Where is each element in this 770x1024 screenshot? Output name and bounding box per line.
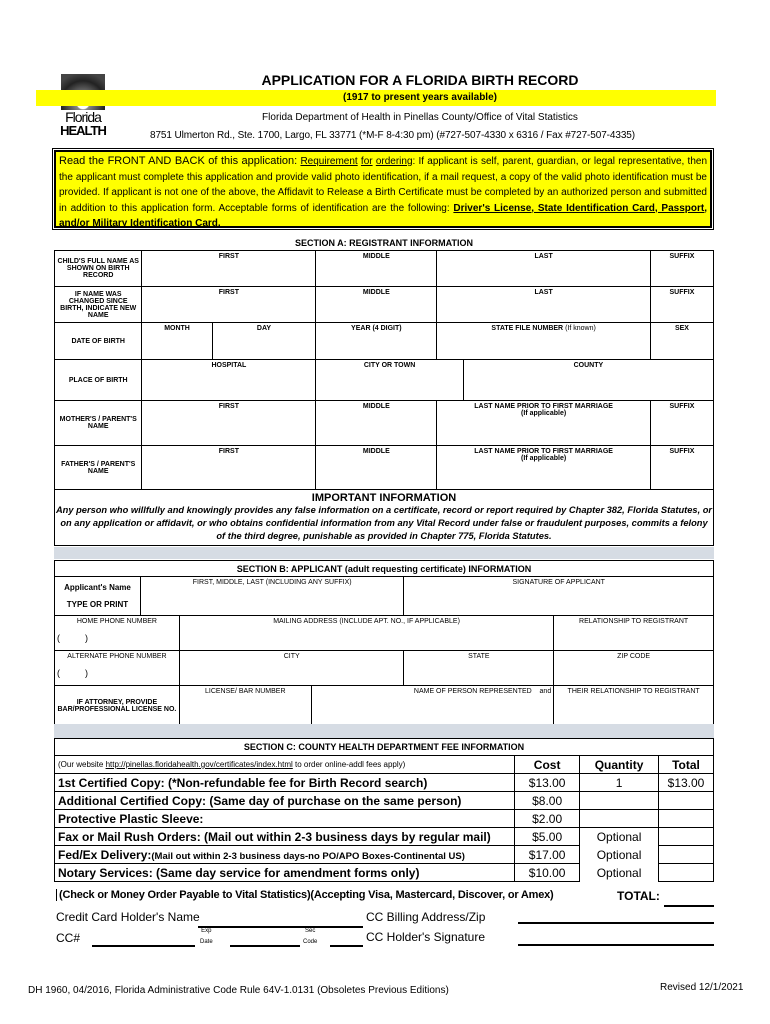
- state-file-number-field[interactable]: [437, 323, 651, 360]
- zip-field[interactable]: ZIP CODE: [554, 651, 714, 686]
- department-name: Florida Department of Health in Pinellas County/Office of Vital Statistics: [262, 112, 578, 123]
- fedex-bold: Fed/Ex Delivery:: [58, 847, 152, 862]
- cc-number-field[interactable]: [92, 945, 195, 947]
- applicant-name-label: [55, 577, 141, 616]
- section-c-title: SECTION C: COUNTY HEALTH DEPARTMENT FEE INFORMATION: [54, 738, 714, 755]
- section-a-title: SECTION A: REGISTRANT INFORMATION: [295, 238, 473, 248]
- fee-qty[interactable]: [580, 810, 659, 828]
- logo-text-health: HEALTH: [60, 123, 106, 138]
- col-total: Total: [659, 756, 714, 774]
- notice-id-list: Driver's License, State Identification Card, Passport, and/or Military Identification Card.: [59, 202, 707, 229]
- pob-county-field[interactable]: COUNTY: [463, 360, 713, 401]
- fee-cost: $2.00: [515, 810, 580, 828]
- notice-req-2: for: [360, 156, 373, 167]
- mother-last-note: (If applicable): [521, 410, 567, 417]
- logo-text-florida: Florida: [65, 109, 101, 125]
- changed-middle-field[interactable]: MIDDLE: [316, 287, 437, 323]
- applicant-table: [54, 560, 714, 726]
- mother-middle-field[interactable]: MIDDLE: [316, 401, 437, 446]
- child-middle-field[interactable]: MIDDLE: [316, 251, 437, 287]
- father-name-label: FATHER'S / PARENT'S NAME: [55, 446, 142, 490]
- cc-billing-field[interactable]: [518, 922, 714, 924]
- alt-phone-paren: ( ): [57, 668, 88, 678]
- website-note: [55, 756, 515, 774]
- fee-row: [55, 864, 714, 882]
- pob-hospital-field[interactable]: HOSPITAL: [142, 360, 316, 401]
- payment-note: (Check or Money Order Payable to Vital Statistics)(Accepting Visa, Mastercard, Discover, or Amex): [56, 889, 554, 901]
- dob-year-field[interactable]: YEAR (4 DIGIT): [316, 323, 437, 360]
- registrant-table: [54, 250, 714, 490]
- license-number-field[interactable]: LICENSE/ BAR NUMBER: [179, 686, 311, 726]
- mother-last-field[interactable]: [437, 401, 651, 446]
- home-phone-paren: ( ): [57, 633, 88, 643]
- father-last-note: (If applicable): [521, 455, 567, 462]
- fee-cost: $17.00: [515, 846, 580, 864]
- fee-desc: 1st Certified Copy: (*Non-refundable fee for Birth Record search): [55, 774, 515, 792]
- fee-desc: Notary Services: (Same day service for amendment forms only): [55, 864, 515, 882]
- home-phone-label: HOME PHONE NUMBER: [76, 618, 157, 625]
- fee-table: [54, 755, 714, 882]
- fee-qty[interactable]: 1: [580, 774, 659, 792]
- alt-phone-field[interactable]: [55, 651, 180, 686]
- state-field[interactable]: STATE: [404, 651, 554, 686]
- dob-label: DATE OF BIRTH: [55, 323, 142, 360]
- fee-total[interactable]: [659, 792, 714, 810]
- grand-total-field[interactable]: [664, 905, 714, 907]
- fee-cost: $8.00: [515, 792, 580, 810]
- state-file-note: (If known): [565, 325, 596, 332]
- fee-desc: Protective Plastic Sleeve:: [55, 810, 515, 828]
- cc-name-field[interactable]: [198, 926, 363, 928]
- father-last-field[interactable]: [437, 446, 651, 490]
- code-text: Code: [303, 939, 318, 945]
- changed-suffix-field[interactable]: SUFFIX: [650, 287, 713, 323]
- changed-last-field[interactable]: LAST: [437, 287, 651, 323]
- office-address: 8751 Ulmerton Rd., Ste. 1700, Largo, FL 33771 (*M-F 8-4:30 pm) (#727-507-4330 x 6316 / Fax #727-507-4335): [150, 130, 635, 141]
- sec-code-label: [303, 926, 317, 948]
- dob-day-field[interactable]: DAY: [212, 323, 316, 360]
- child-first-field[interactable]: FIRST: [142, 251, 316, 287]
- fee-total[interactable]: $13.00: [659, 774, 714, 792]
- fee-total[interactable]: [659, 810, 714, 828]
- sec-code-field[interactable]: [330, 945, 363, 947]
- fee-desc: Additional Certified Copy: (Same day of purchase on the same person): [55, 792, 515, 810]
- fee-total[interactable]: [659, 864, 714, 882]
- child-name-label: CHILD'S FULL NAME AS SHOWN ON BIRTH RECORD: [55, 251, 142, 287]
- website-post: to order online-addl fees apply): [292, 760, 406, 769]
- notice-lead: Read the FRONT AND BACK of this application:: [59, 155, 298, 167]
- date-text: Date: [200, 939, 213, 945]
- fee-cost: $13.00: [515, 774, 580, 792]
- col-quantity: Quantity: [580, 756, 659, 774]
- father-last-label: LAST NAME PRIOR TO FIRST MARRIAGE: [474, 448, 613, 455]
- fee-qty[interactable]: Optional: [580, 828, 659, 846]
- state-file-label: STATE FILE NUMBER: [491, 325, 564, 332]
- divider-band-1: [54, 547, 714, 559]
- website-link[interactable]: http://pinellas.floridahealth.gov/certificates/index.html: [105, 760, 293, 769]
- alt-phone-label: ALTERNATE PHONE NUMBER: [67, 653, 167, 660]
- fee-qty[interactable]: Optional: [580, 864, 659, 882]
- notice-req-3: ordering: [375, 156, 413, 167]
- father-middle-field[interactable]: MIDDLE: [316, 446, 437, 490]
- total-label: TOTAL:: [617, 889, 660, 903]
- changed-first-field[interactable]: FIRST: [142, 287, 316, 323]
- child-last-field[interactable]: LAST: [437, 251, 651, 287]
- fee-desc: [55, 846, 515, 864]
- applicant-signature-field[interactable]: SIGNATURE OF APPLICANT: [404, 577, 714, 616]
- their-relationship-field[interactable]: THEIR RELATIONSHIP TO REGISTRANT: [554, 686, 714, 726]
- important-info-text: Any person who willfully and knowingly provides any false information on a certificate, record or report required by Chapter 382, Florida Statutes, or on any application or affidavit, or who obtains confidential information from any Vital Record under false or fraudulent purposes, commits a felony of the third degree, punishable as provided in Chapter 775, Florida Statutes.: [55, 505, 713, 541]
- fee-section: [54, 738, 714, 882]
- requirements-notice: [54, 150, 712, 228]
- type-or-print-text: TYPE OR PRINT: [66, 600, 129, 609]
- fee-row: [55, 846, 714, 864]
- city-field[interactable]: CITY: [179, 651, 404, 686]
- and-text: and: [539, 688, 552, 695]
- fee-qty[interactable]: Optional: [580, 846, 659, 864]
- fee-row: [55, 810, 714, 828]
- pob-label: PLACE OF BIRTH: [55, 360, 142, 401]
- mailing-address-field[interactable]: MAILING ADDRESS (INCLUDE APT. NO., IF APPLICABLE): [179, 616, 553, 651]
- person-rep-label: NAME OF PERSON REPRESENTED: [413, 688, 532, 695]
- section-b-title: SECTION B: APPLICANT (adult requesting certificate) INFORMATION: [55, 561, 714, 577]
- dob-month-field[interactable]: MONTH: [142, 323, 212, 360]
- mother-first-field[interactable]: FIRST: [142, 401, 316, 446]
- exp-text: Exp: [201, 928, 212, 934]
- subtitle: (1917 to present years available): [343, 92, 497, 103]
- cc-signature-label: CC Holder's Signature: [366, 930, 486, 944]
- fedex-note: (Mail out within 2-3 business days-no PO/APO Boxes-Continental US): [151, 850, 465, 862]
- mother-last-label: LAST NAME PRIOR TO FIRST MARRIAGE: [474, 403, 613, 410]
- notice-req-1: Requirement: [300, 156, 358, 167]
- revision-date: Revised 12/1/2021: [660, 982, 744, 993]
- sec-text: Sec: [305, 928, 316, 934]
- fee-row: [55, 792, 714, 810]
- fee-cost: $10.00: [515, 864, 580, 882]
- divider-band-2: [54, 724, 714, 738]
- florida-health-logo: [54, 74, 112, 142]
- exp-date-field[interactable]: [230, 945, 300, 947]
- important-info-box: [54, 490, 714, 546]
- fee-total[interactable]: [659, 828, 714, 846]
- mother-name-label: MOTHER'S / PARENT'S NAME: [55, 401, 142, 446]
- website-pre: (Our website: [58, 760, 106, 769]
- person-represented-field[interactable]: [311, 686, 554, 726]
- mother-suffix-field[interactable]: SUFFIX: [650, 401, 713, 446]
- cc-billing-label: CC Billing Address/Zip: [366, 910, 486, 924]
- important-info-title: IMPORTANT INFORMATION: [311, 492, 457, 504]
- cc-number-label: CC#: [56, 931, 81, 945]
- fee-qty[interactable]: [580, 792, 659, 810]
- home-phone-field[interactable]: [55, 616, 180, 651]
- father-suffix-field[interactable]: SUFFIX: [650, 446, 713, 490]
- relationship-field[interactable]: RELATIONSHIP TO REGISTRANT: [554, 616, 714, 651]
- exp-date-label: [200, 926, 213, 948]
- applicant-name-text: Applicant's Name: [64, 583, 131, 592]
- attorney-label: IF ATTORNEY, PROVIDE BAR/PROFESSIONAL LICENSE NO.: [55, 686, 180, 726]
- applicant-full-name-field[interactable]: FIRST, MIDDLE, LAST (INCLUDING ANY SUFFIX): [140, 577, 404, 616]
- sex-field[interactable]: SEX: [650, 323, 713, 360]
- fee-row: [55, 774, 714, 792]
- fee-cost: $5.00: [515, 828, 580, 846]
- fee-desc: Fax or Mail Rush Orders: (Mail out within 2-3 business days by regular mail): [55, 828, 515, 846]
- form-identifier: DH 1960, 04/2016, Florida Administrative Code Rule 64V-1.0131 (Obsoletes Previous Editions): [28, 985, 449, 996]
- fee-row: [55, 828, 714, 846]
- father-first-field[interactable]: FIRST: [142, 446, 316, 490]
- pob-city-field[interactable]: CITY OR TOWN: [316, 360, 463, 401]
- col-cost: Cost: [515, 756, 580, 774]
- child-suffix-field[interactable]: SUFFIX: [650, 251, 713, 287]
- cc-name-label: Credit Card Holder's Name: [56, 910, 200, 924]
- page-title: APPLICATION FOR A FLORIDA BIRTH RECORD: [261, 72, 579, 88]
- notice-body: : If applicant is self, parent, guardian, or legal representative, then the applicant must complete this application and provide valid photo identification, if a mail request, a copy of the valid photo identification must be provided. If applicant is not one of the above, the Affidavit to Release a Birth Certificate must be completed by an authorized person and submitted in addition to this application form. Acceptable forms of identification are the following:: [59, 156, 708, 214]
- changed-name-label: IF NAME WAS CHANGED SINCE BIRTH, INDICATE NEW NAME: [55, 287, 142, 323]
- fee-total[interactable]: [659, 846, 714, 864]
- cc-signature-field[interactable]: [518, 944, 714, 946]
